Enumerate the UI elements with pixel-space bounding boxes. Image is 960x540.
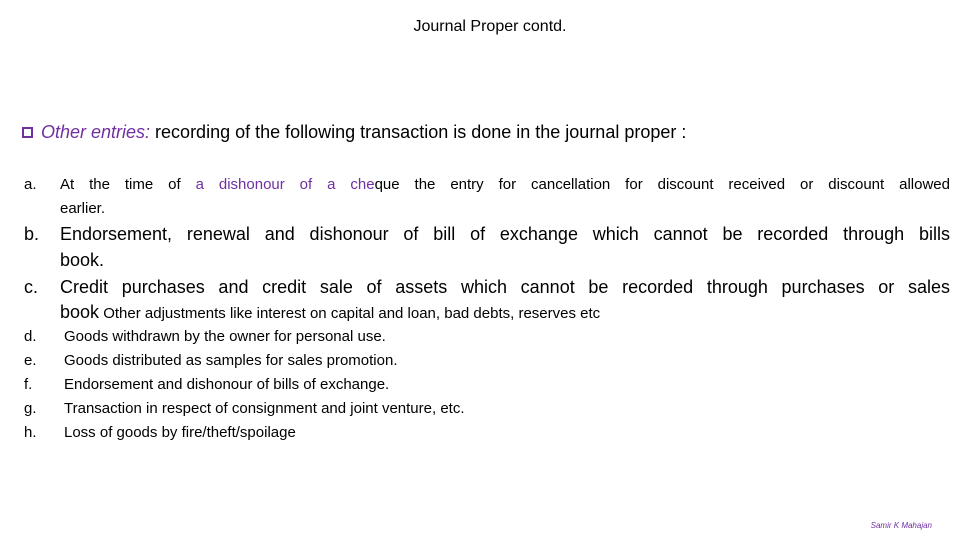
list-item-text: Goods withdrawn by the owner for personal use. <box>64 328 386 345</box>
list-item-text: Endorsement and dishonour of bills of exchange. <box>64 376 390 393</box>
list-marker: g. <box>24 400 37 417</box>
checkbox-bullet-icon <box>22 127 33 138</box>
list-marker: e. <box>24 352 37 369</box>
list-marker: c. <box>24 277 39 297</box>
bullet-label: Other entries: <box>41 122 151 142</box>
list-marker: b. <box>24 224 40 244</box>
list-marker: d. <box>24 328 37 345</box>
slide-title: Journal Proper contd. <box>413 18 567 35</box>
list-item-text: Credit purchases and credit sale of assets which cannot be recorded through purchases or sales <box>60 277 950 297</box>
main-bullet <box>22 122 686 143</box>
list-item-text-cont: earlier. <box>60 200 106 217</box>
list-marker: h. <box>24 424 37 441</box>
author-signature: Samir K Mahajan <box>870 521 932 530</box>
list-item-text-cont: book. <box>60 250 105 270</box>
list-item-text: Transaction in respect of consignment and joint venture, etc. <box>64 400 465 417</box>
list-item-text: Endorsement, renewal and dishonour of bill of exchange which cannot be recorded through bills <box>60 224 950 244</box>
list-item-text: Goods distributed as samples for sales promotion. <box>64 352 398 369</box>
highlight-text: a dishonour of a che <box>195 176 375 193</box>
list-item-text-cont: book Other adjustments like interest on capital and loan, bad debts, reserves etc <box>60 302 601 322</box>
list-marker: f. <box>24 376 33 393</box>
list-item-text: Loss of goods by fire/theft/spoilage <box>64 424 296 441</box>
list-marker: a. <box>24 176 37 193</box>
bullet-text: recording of the following transaction is done in the journal proper : <box>150 122 687 142</box>
list-item-text: At the time of a dishonour of a cheque the entry for cancellation for discount received or discount allowed <box>60 176 950 193</box>
